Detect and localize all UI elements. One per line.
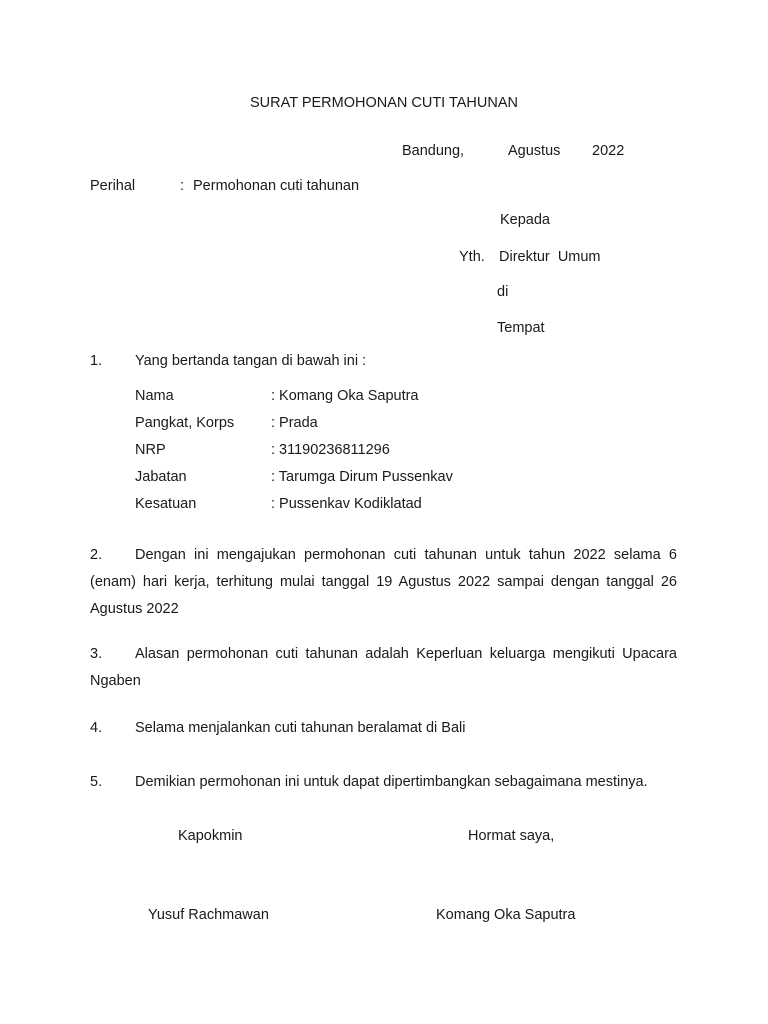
signature-right-name: Komang Oka Saputra (436, 907, 576, 923)
recipient-tempat: Tempat (497, 320, 545, 336)
identity-row (135, 414, 318, 432)
recipient-kepada: Kepada (500, 212, 550, 228)
identity-value: : Pussenkav Kodiklatad (271, 496, 422, 512)
item-3-text: Alasan permohonan cuti tahunan adalah Keperluan keluarga mengikuti Upacara Ngaben (90, 646, 677, 689)
item-1-number: 1. (90, 353, 103, 369)
perihal-colon: : (180, 178, 185, 194)
item-3-number: 3. (90, 646, 103, 662)
identity-row (135, 495, 422, 513)
identity-label: Nama (135, 388, 174, 404)
item-2-number: 2. (90, 547, 103, 563)
date-city: Bandung, (402, 143, 465, 159)
identity-label: Jabatan (135, 469, 187, 485)
signature-right-title: Hormat saya, (468, 828, 555, 844)
recipient-name: Direktur Umum (499, 249, 601, 265)
item-1-text: Yang bertanda tangan di bawah ini : (135, 353, 367, 369)
identity-value: : Komang Oka Saputra (271, 388, 419, 404)
identity-row (135, 441, 390, 459)
signature-left-name: Yusuf Rachmawan (148, 907, 269, 923)
recipient-di: di (497, 284, 509, 300)
item-4-text: Selama menjalankan cuti tahunan beralamat di Bali (135, 720, 466, 736)
date-year: 2022 (592, 143, 625, 159)
identity-label: Pangkat, Korps (135, 415, 235, 431)
identity-row (135, 387, 419, 405)
identity-label: NRP (135, 442, 166, 458)
identity-row (135, 468, 453, 486)
item-4-number: 4. (90, 720, 103, 736)
signature-left-title: Kapokmin (178, 828, 243, 844)
date-month: Agustus (508, 143, 561, 159)
perihal-label: Perihal (90, 178, 136, 194)
item-5-number: 5. (90, 774, 103, 790)
perihal-value: Permohonan cuti tahunan (193, 178, 360, 194)
item-3-paragraph (90, 641, 677, 695)
identity-value: : Prada (271, 415, 318, 431)
item-2-paragraph (90, 542, 677, 623)
identity-label: Kesatuan (135, 496, 197, 512)
item-2-text: Dengan ini mengajukan permohonan cuti tahunan untuk tahun 2022 selama 6 (enam) hari kerja, terhitung mulai tanggal 19 Agustus 2022 sampai dengan tanggal 26 Agustus 2022 (90, 547, 677, 617)
recipient-yth: Yth. (459, 249, 485, 265)
letter-title: SURAT PERMOHONAN CUTI TAHUNAN (249, 95, 518, 111)
identity-value: : Tarumga Dirum Pussenkav (271, 469, 453, 485)
item-5-text: Demikian permohonan ini untuk dapat dipertimbangkan sebagaimana mestinya. (135, 774, 648, 790)
identity-value: : 31190236811296 (271, 442, 390, 458)
